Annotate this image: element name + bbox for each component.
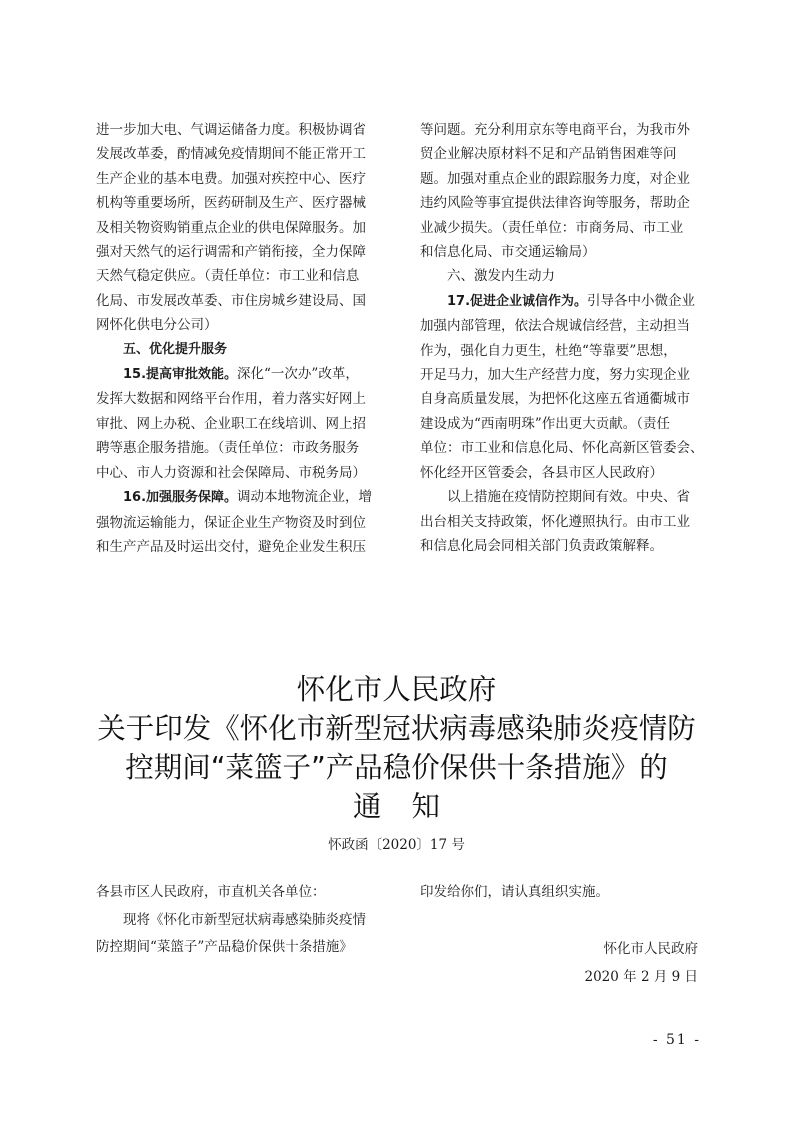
notice-body-right	[420, 879, 705, 907]
paragraph-line: 业减少损失。（责任单位：市商务局、市工业	[420, 219, 684, 236]
item-16-first-line	[96, 485, 380, 510]
paragraph-line: 发展改革委，酌情减免疫情期间不能正常开工	[96, 146, 366, 163]
title-line: 控期间“菜篮子”产品稳价保供十条措施》的	[125, 751, 668, 784]
paragraph-line: 强对天然气的运行调需和产销衔接，全力保障	[96, 244, 366, 261]
item-15-first-line	[96, 362, 380, 387]
closing-line: 以上措施在疫情防控期间有效。中央、省	[447, 489, 690, 506]
paragraph-line: 和信息化局、市交通运输局）	[420, 244, 596, 261]
item-17-first-line	[420, 289, 704, 314]
paragraph-line: 发挥大数据和网络平台作用，着力落实好网上	[96, 391, 366, 408]
title-line: 关于印发《怀化市新型冠状病毒感染肺炎疫情防	[97, 712, 696, 745]
item-15-text: 深化“一次办”改革，	[237, 366, 359, 383]
paragraph-line: 化局、市发展改革委、市住房城乡建设局、国	[96, 292, 366, 309]
notice-title	[80, 670, 713, 826]
paragraph-line: 题。加强对重点企业的跟踪服务力度，对企业	[420, 170, 690, 187]
section-heading-5: 五、优化提升服务	[123, 341, 228, 357]
signature-organization: 怀化市人民政府	[603, 941, 698, 957]
paragraph-line: 等问题。充分利用京东等电商平台，为我市外	[420, 122, 690, 138]
closing-line: 出台相关支持政策，怀化遵照执行。由市工业	[420, 513, 690, 530]
paragraph-line: 加强内部管理，依法合规诚信经营，主动担当	[420, 318, 690, 335]
item-16-text: 调动本地物流企业，增	[237, 489, 373, 506]
title-line: 怀化市人民政府	[296, 673, 497, 706]
right-text-column	[420, 118, 704, 558]
paragraph-line: 网怀化供电分公司）	[96, 317, 218, 334]
paragraph-line: 建设成为“西南明珠”作出更大贡献。（责任	[420, 415, 671, 432]
closing-line: 和信息化局会同相关部门负责政策解释。	[420, 537, 663, 554]
paragraph-line: 进一步加大电、气调运储备力度。积极协调省	[96, 122, 366, 138]
paragraph-line: 中心、市人力资源和社会保障局、市税务局）	[96, 464, 366, 481]
notice-body-line: 印发给你们，请认真组织实施。	[420, 884, 609, 900]
paragraph-line: 和生产产品及时运出交付，避免企业发生积压	[96, 538, 366, 555]
paragraph-line: 聘等惠企服务措施。（责任单位：市政务服务	[96, 440, 360, 457]
item-17-heading: 17.促进企业诚信作为。	[447, 293, 588, 309]
paragraph-line: 贸企业解决原材料不足和产品销售困难等问	[420, 146, 677, 163]
item-16-heading: 16.加强服务保障。	[123, 490, 238, 506]
paragraph-line: 自身高质量发展，为把怀化这座五省通衢城市	[420, 391, 690, 408]
notice-body-line: 防控期间“菜篮子”产品稳价保供十条措施》	[96, 939, 353, 955]
page-number: - 51 -	[652, 1032, 701, 1048]
paragraph-line: 作为，强化自力更生，杜绝“等靠要”思想，	[420, 342, 677, 359]
notice-body-left	[96, 879, 386, 962]
document-number: 怀政函〔2020〕17 号	[328, 837, 465, 853]
addressee: 各县市区人民政府，市直机关各单位：	[96, 884, 326, 900]
left-text-column	[96, 118, 380, 559]
paragraph-line: 违约风险等事宜提供法律咨询等服务，帮助企	[420, 195, 690, 212]
title-line: 通知	[352, 790, 470, 823]
paragraph-line: 审批、网上办税、企业职工在线培训、网上招	[96, 415, 366, 432]
paragraph-line: 怀化经开区管委会，各县市区人民政府）	[420, 464, 663, 481]
item-17-text: 引导各中小微企业	[587, 292, 696, 309]
signature-date: 2020 年 2 月 9 日	[584, 969, 698, 985]
paragraph-line: 生产企业的基本电费。加强对疾控中心、医疗	[96, 170, 366, 187]
section-heading-6: 六、激发内生动力	[447, 268, 555, 285]
paragraph-line: 单位：市工业和信息化局、怀化高新区管委会、	[420, 440, 704, 457]
paragraph-line: 机构等重要场所，医药研制及生产、医疗器械	[96, 195, 366, 212]
paragraph-line: 强物流运输能力，保证企业生产物资及时到位	[96, 514, 366, 531]
paragraph-line: 及相关物资购销重点企业的供电保障服务。加	[96, 219, 366, 236]
paragraph-line: 开足马力，加大生产经营力度，努力实现企业	[420, 367, 690, 384]
notice-body-line: 现将《怀化市新型冠状病毒感染肺炎疫情	[123, 911, 366, 928]
paragraph-line: 天然气稳定供应。（责任单位：市工业和信息	[96, 268, 360, 285]
item-15-heading: 15.提高审批效能。	[123, 367, 238, 383]
